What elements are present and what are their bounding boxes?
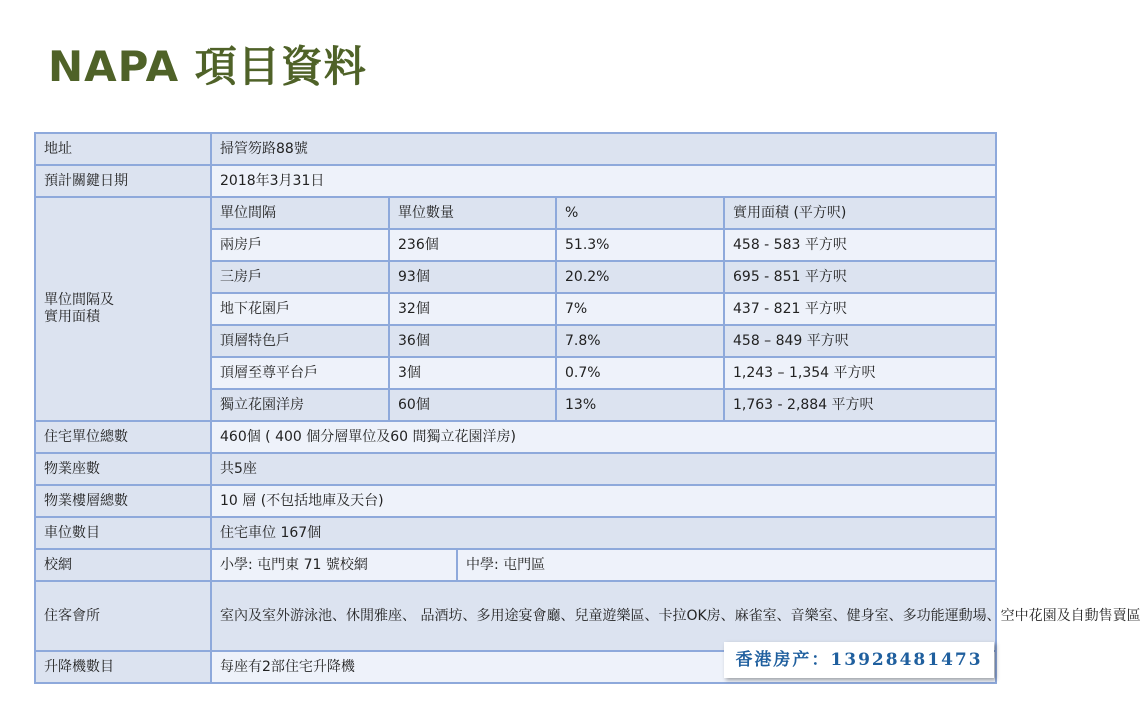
row-label-units: 單位間隔及 實用面積 [35, 197, 211, 421]
table-row [35, 485, 996, 517]
row-value-key-date: 2018年3月31日 [211, 165, 996, 197]
unit-area: 458 - 583 平方呎 [724, 229, 996, 261]
unit-type: 獨立花園洋房 [211, 389, 389, 421]
unit-area: 458 – 849 平方呎 [724, 325, 996, 357]
row-value-secondary-school: 中學: 屯門區 [457, 549, 996, 581]
table-row [35, 517, 996, 549]
units-header-count: 單位數量 [389, 197, 556, 229]
project-info-table [34, 132, 1141, 684]
row-label-floors: 物業樓層總數 [35, 485, 211, 517]
row-label-school: 校網 [35, 549, 211, 581]
table-row [35, 165, 996, 197]
unit-area: 1,243 – 1,354 平方呎 [724, 357, 996, 389]
unit-percent: 51.3% [556, 229, 724, 261]
table-row [35, 549, 996, 581]
table-row [35, 581, 996, 651]
row-label-lifts: 升降機數目 [35, 651, 211, 683]
unit-type: 地下花園戶 [211, 293, 389, 325]
unit-area: 437 - 821 平方呎 [724, 293, 996, 325]
table-row [35, 421, 996, 453]
units-header-area: 實用面積 (平方呎) [724, 197, 996, 229]
row-label-total-units: 住宅單位總數 [35, 421, 211, 453]
unit-percent: 13% [556, 389, 724, 421]
row-value-blocks: 共5座 [211, 453, 996, 485]
page-title: NAPA 項目資料 [48, 42, 367, 91]
unit-area: 1,763 - 2,884 平方呎 [724, 389, 996, 421]
unit-type: 頂層特色戶 [211, 325, 389, 357]
row-value-lifts: 每座有2部住宅升降機 [211, 651, 996, 683]
unit-count: 3個 [389, 357, 556, 389]
row-value-primary-school: 小學: 屯門東 71 號校網 [211, 549, 457, 581]
unit-count: 93個 [389, 261, 556, 293]
unit-count: 32個 [389, 293, 556, 325]
row-value-total-units: 460個 ( 400 個分層單位及60 間獨立花園洋房) [211, 421, 996, 453]
row-label-key-date: 預計關鍵日期 [35, 165, 211, 197]
unit-type: 三房戶 [211, 261, 389, 293]
row-label-parking: 車位數目 [35, 517, 211, 549]
unit-type: 兩房戶 [211, 229, 389, 261]
row-value-address: 掃管笏路88號 [211, 133, 996, 165]
unit-percent: 7% [556, 293, 724, 325]
row-value-clubhouse: 室內及室外游泳池、休閒雅座、 品酒坊、多用途宴會廳、兒童遊樂區、卡拉OK房、麻雀室、音樂室、健身室、多功能運動場、空中花園及自動售賣區 [211, 581, 996, 651]
unit-count: 36個 [389, 325, 556, 357]
unit-percent: 0.7% [556, 357, 724, 389]
units-header-row [35, 197, 996, 229]
unit-count: 236個 [389, 229, 556, 261]
contact-watermark: 香港房产：13928481473 [724, 642, 994, 678]
row-label-clubhouse: 住客會所 [35, 581, 211, 651]
row-label-blocks: 物業座數 [35, 453, 211, 485]
unit-area: 695 - 851 平方呎 [724, 261, 996, 293]
units-header-percent: % [556, 197, 724, 229]
row-label-address: 地址 [35, 133, 211, 165]
table-row [35, 133, 996, 165]
units-header-type: 單位間隔 [211, 197, 389, 229]
row-value-floors: 10 層 (不包括地庫及天台) [211, 485, 996, 517]
row-value-parking: 住宅車位 167個 [211, 517, 996, 549]
unit-type: 頂層至尊平台戶 [211, 357, 389, 389]
unit-count: 60個 [389, 389, 556, 421]
unit-percent: 20.2% [556, 261, 724, 293]
table-row [35, 453, 996, 485]
unit-percent: 7.8% [556, 325, 724, 357]
